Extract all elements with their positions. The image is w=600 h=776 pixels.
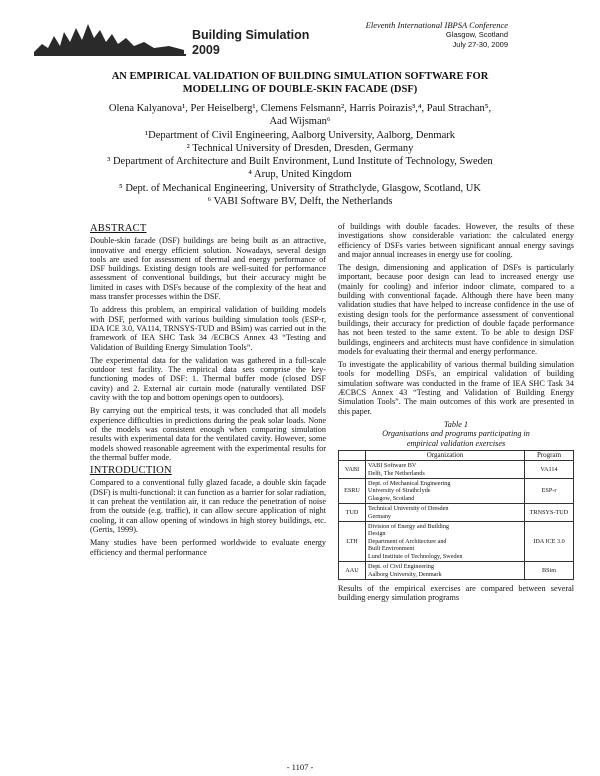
- table-header-row: [339, 450, 574, 460]
- body-paragraph: Results of the empirical exercises are compared between several building energy simulation programs: [338, 583, 574, 603]
- organization-line: VABI Software BV: [368, 462, 417, 470]
- table-row: [339, 479, 574, 504]
- body-paragraph: The design, dimensioning and application of DSFs is particularly important, because poor design can lead to increased energy use (mainly for cooling) and inferior indoor climate, compared to a building with conventional façade. Although there have been many validation studies that have helped to increase confidence in the use of existing design tools for the performance assessment of conventional buildings, their accuracy for prediction of double façade performance has not been tested to the same extent. To be able to design DSF buildings, engineers and architects must have confidence in simulation models for evaluating their thermal and energy performance.: [338, 263, 574, 356]
- conference-info: [288, 20, 508, 50]
- right-column: [338, 222, 574, 607]
- page-number: - 1107 -: [286, 762, 314, 772]
- body-paragraph: To investigate the applicability of various thermal building simulation tools for modelling DSFs, an empirical validation of building simulation software was conducted in the frame of IEA SHC Task 34 ÆCBCS Annex 43 “Testing and Validation of Building Energy Simulation Tools”. The main outcomes of this work are presented in this paper.: [338, 360, 574, 416]
- logo-text-line1: Building Simulation: [192, 28, 310, 42]
- organization-line: Dept. of Mechanical Engineering: [368, 480, 451, 488]
- abstract-paragraph: The experimental data for the validation was gathered in a full-scale outdoor test facility. The empirical data sets comprise the key-functioning modes of DSF: 1. Thermal buffer mode (closed DSF cavity) and 2. External air curtain mode (naturally ventilated DSF cavity with the top and bottom openings open to outdoors).: [90, 355, 326, 403]
- organization-line: Dept. of Civil Engineering: [368, 563, 434, 571]
- affiliation: ⁴ Arup, United Kingdom: [248, 169, 352, 181]
- paper-title-line2: MODELLING OF DOUBLE-SKIN FACADE (DSF): [182, 84, 418, 95]
- table-header-cell: Program: [525, 450, 574, 460]
- organization-line: Glasgow, Scotland: [368, 494, 415, 502]
- affiliation: ¹Department of Civil Engineering, Aalborg University, Aalborg, Denmark: [144, 129, 456, 141]
- organization-line: Lund Institute of Technology, Sweden: [368, 552, 463, 560]
- table-caption-text: empirical validation exercises: [406, 438, 506, 448]
- author-block: [40, 102, 560, 208]
- organization-line: University of Strathclyde: [368, 487, 431, 495]
- table-header-cell: [339, 450, 366, 460]
- abstract-paragraph: By carrying out the empirical tests, it was concluded that all models experience difficulties in predictions during the peak solar loads. None of the models was consistent enough when comparing simulation results with experimental data for the ventilated cavity. However, some models showed reasonable agreement with the experimental results for the thermal buffer mode.: [90, 406, 326, 462]
- skyline-logo-icon: [34, 24, 186, 56]
- left-column: [90, 222, 326, 561]
- table-cell-program: BSim: [525, 562, 574, 580]
- table-caption: [338, 420, 574, 448]
- table-caption-text: Organisations and programs participating in: [382, 429, 530, 439]
- organization-line: Built Environment: [368, 545, 415, 553]
- conference-location: Glasgow, Scotland: [445, 30, 508, 39]
- table-cell-program: IDA ICE 3.0: [525, 522, 574, 562]
- abstract-heading: ABSTRACT: [90, 223, 147, 234]
- table-cell-organization: [366, 504, 525, 522]
- table-cell-organization: [366, 479, 525, 504]
- introduction-heading: INTRODUCTION: [90, 465, 172, 477]
- table-cell-program: VA114: [525, 461, 574, 479]
- organization-line: Division of Energy and Building: [368, 523, 450, 531]
- table-row: [339, 562, 574, 580]
- organization-line: Design: [368, 530, 386, 538]
- table-cell-code: ESRU: [339, 479, 366, 504]
- affiliation: ³ Department of Architecture and Built Environment, Lund Institute of Technology, Sweden: [107, 156, 493, 168]
- table-header-cell: Organization: [366, 450, 525, 460]
- affiliation: ⁵ Dept. of Mechanical Engineering, University of Strathclyde, Glasgow, Scotland, UK: [119, 182, 481, 194]
- body-paragraph: of buildings with double facades. However, the results of these investigations show considerable variation: the calculated energy efficiency of DSFs varies between significant annual energy savings and major annual increases in energy use for cooling.: [338, 222, 574, 259]
- table-cell-code: LTH: [339, 522, 366, 562]
- conference-name: Eleventh International IBPSA Conference: [365, 20, 508, 30]
- authors-line1: Olena Kalyanova¹, Per Heiselberg¹, Clemens Felsmann², Harris Poirazis³,⁴, Paul Strachan⁵,: [108, 103, 492, 114]
- organization-line: Department of Architecture and: [368, 537, 447, 545]
- introduction-paragraph: Many studies have been performed worldwide to evaluate energy efficiency and thermal performance: [90, 538, 326, 557]
- table-row: [339, 461, 574, 479]
- table-cell-organization: [366, 461, 525, 479]
- table-cell-program: TRNSYS-TUD: [525, 504, 574, 522]
- paper-title-line1: AN EMPIRICAL VALIDATION OF BUILDING SIMULATION SOFTWARE FOR: [111, 71, 489, 82]
- table-row: [339, 504, 574, 522]
- table-cell-code: VABI: [339, 461, 366, 479]
- abstract-paragraph: To address this problem, an empirical validation of building models with DSF, performed with various building simulation tools (ESP-r, IDA ICE 3.0, VA114, TRNSYS-TUD and BSim) was carried out in the framework of IEA SHC Task 34 /ECBCS Annex 43 “Testing and Validation of Building Energy Simulation Tools”.: [90, 305, 326, 352]
- organisations-table: [338, 450, 574, 580]
- table-row: [339, 522, 574, 562]
- abstract-paragraph: Double-skin facade (DSF) buildings are being built as an attractive, innovative and energy efficient solution. Nowadays, several design tools are used for assessment of thermal and energy performance of DSF buildings. Existing design tools are well-suited for performance assessment of conventional buildings, but their accuracy might be limited in cases with DSFs because of the complexity of the heat and mass transfer processes within the DSF.: [90, 236, 326, 302]
- paper-title: [60, 70, 540, 96]
- conference-dates: July 27-30, 2009: [452, 40, 508, 49]
- organization-line: Delft, The Netherlands: [368, 469, 425, 477]
- table-cell-program: ESP-r: [525, 479, 574, 504]
- organization-line: Germany: [368, 512, 392, 520]
- authors-line2: Aad Wijsman⁶: [269, 116, 331, 128]
- table-cell-code: TUD: [339, 504, 366, 522]
- affiliation: ⁶ VABI Software BV, Delft, the Netherlands: [207, 196, 393, 208]
- table-cell-organization: [366, 522, 525, 562]
- table-cell-code: AAU: [339, 562, 366, 580]
- introduction-paragraph: Compared to a conventional fully glazed facade, a double skin façade (DSF) is multi-functional: it can function as a barrier for solar radiation, it can preheat the ventilation air, it can reduce the penetration of noise from the outside (e.g. traffic), it can allow secure application of night cooling, it can allow opening of windows in high storey buildings, etc. (Gertis, 1999).: [90, 478, 327, 534]
- organization-line: Technical University of Dresden: [368, 505, 449, 513]
- logo-text-line2: 2009: [192, 43, 220, 57]
- affiliation: ² Technical University of Dresden, Dresden, Germany: [186, 142, 414, 154]
- table-caption-label: Table 1: [443, 419, 469, 429]
- table-cell-organization: [366, 562, 525, 580]
- organization-line: Aalborg University, Denmark: [368, 570, 442, 578]
